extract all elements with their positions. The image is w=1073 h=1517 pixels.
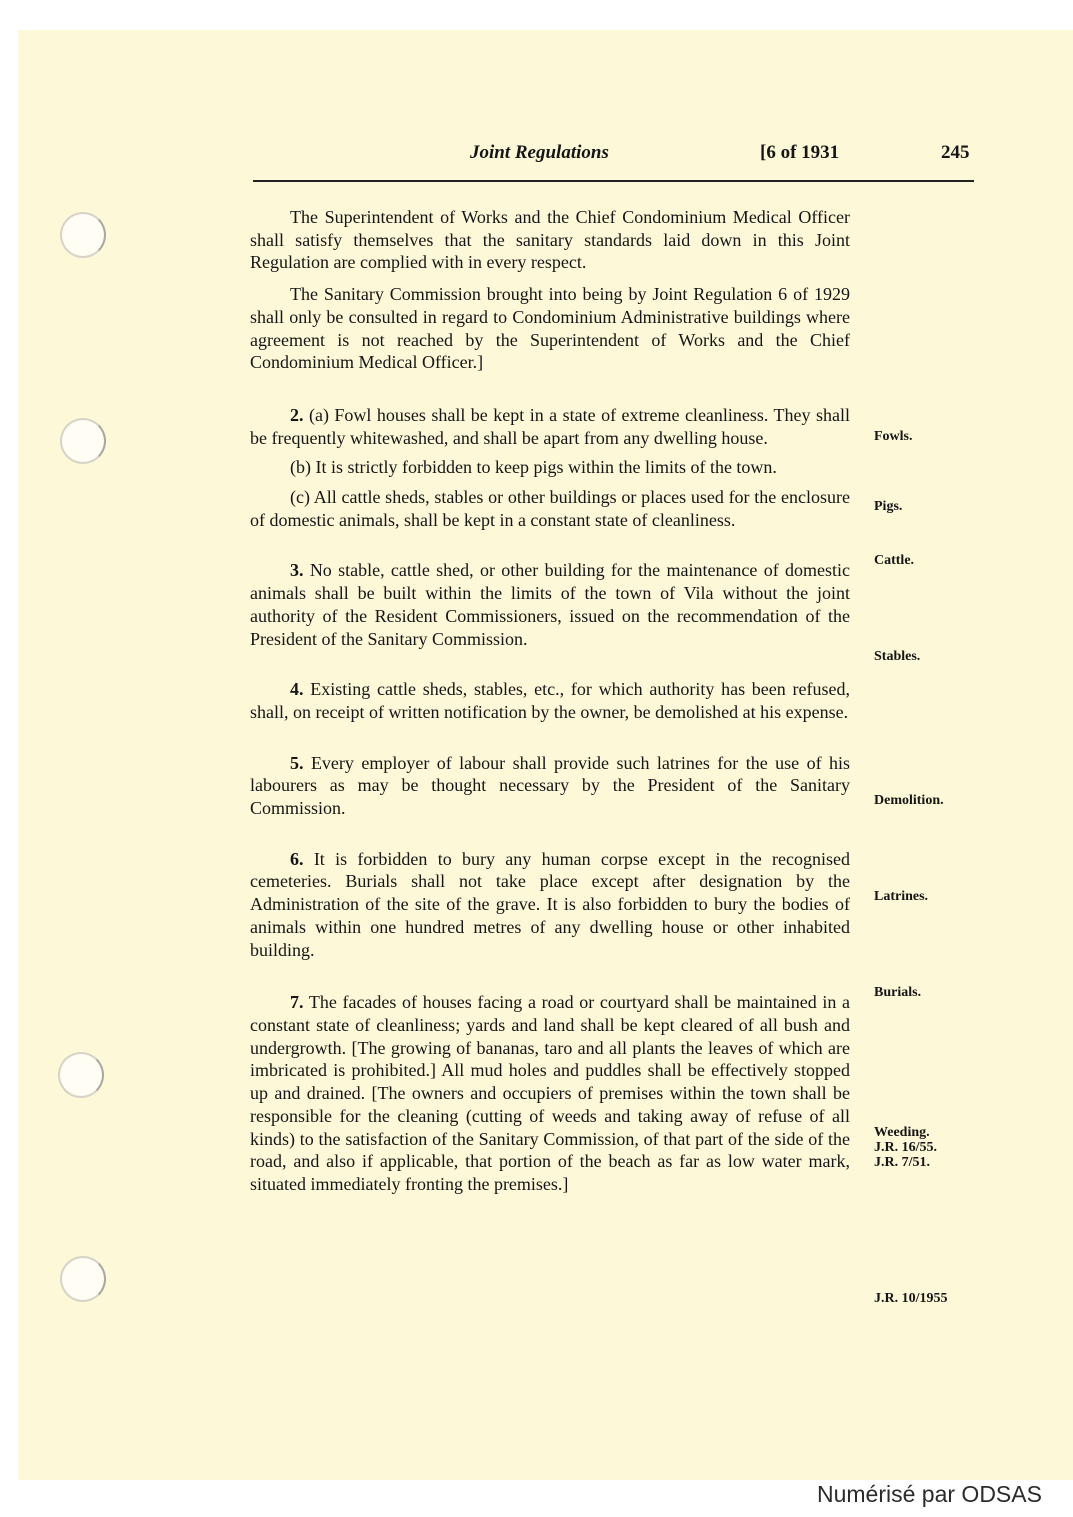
- margin-note: Demolition.: [874, 793, 944, 808]
- paragraph: [250, 559, 850, 650]
- punch-hole: [60, 1256, 106, 1302]
- margin-note: J.R. 16/55.: [874, 1140, 937, 1155]
- regulation-body: [250, 206, 850, 1196]
- margin-note: J.R. 10/1955: [874, 1291, 948, 1306]
- paragraph-text: (c) All cattle sheds, stables or other buildings or places used for the enclosure of domestic animals, shall be kept in a constant state of cleanliness.: [250, 487, 850, 530]
- paragraph-text: The Superintendent of Works and the Chief Condominium Medical Officer shall satisfy themselves that the sanitary standards laid down in this Joint Regulation are complied with in every respect.: [250, 207, 850, 273]
- paragraph-text: It is forbidden to bury any human corpse except in the recognised cemeteries. Burials shall not take place except after designation by the Administration of the site of the grave. It is also forbidden to bury the bodies of animals within one hundred metres of any dwelling house or other inhabited building.: [250, 848, 851, 960]
- punch-hole: [60, 212, 106, 258]
- paragraph: [250, 486, 850, 531]
- digitization-credit: Numérisé par ODSAS: [817, 1481, 1042, 1507]
- paragraph: [250, 678, 850, 723]
- margin-note: J.R. 7/51.: [874, 1155, 930, 1170]
- paragraph-number: 7.: [290, 992, 304, 1013]
- header-title: Joint Regulations: [470, 142, 609, 163]
- paragraph-number: 3.: [290, 560, 304, 581]
- paragraph: [250, 752, 850, 820]
- paragraph-number: 5.: [290, 752, 304, 773]
- punch-hole: [58, 1052, 104, 1098]
- paragraph: [250, 206, 850, 274]
- paragraph-number: 6.: [290, 848, 304, 869]
- margin-note: Latrines.: [874, 889, 929, 904]
- margin-note: Burials.: [874, 985, 922, 1000]
- paragraph: [250, 283, 850, 374]
- paragraph: [250, 848, 850, 962]
- margin-note: Cattle.: [874, 553, 915, 568]
- margin-note: Stables.: [874, 649, 921, 664]
- paragraph-text: The Sanitary Commission brought into being by Joint Regulation 6 of 1929 shall only be consulted in regard to Condominium Administrative buildings where agreement is not reached by the Superintendent of Works and the Chief Condominium Medical Officer.]: [250, 284, 850, 373]
- header-act-reference: [6 of 1931: [760, 142, 840, 163]
- paragraph: [250, 456, 850, 479]
- paragraph-number: 2.: [290, 404, 304, 425]
- paragraph-text: The facades of houses facing a road or courtyard shall be maintained in a constant state of cleanliness; yards and land shall be kept cleared of all bush and undergrowth. [The growing of bananas, taro and all plants the leaves of which are imbricated is prohibited.] All mud holes and puddles shall be effectively stopped up and drained. [The owners and occupiers of premises within the town shall be responsible for the cleaning (cutting of weeds and taking away of refuse of all kinds) to the satisfaction of the Sanitary Commission, of that part of the side of the road, and also if applicable, that portion of the beach as far as low water mark, situated immediately fronting the premises.]: [250, 992, 850, 1194]
- running-header: [0, 142, 1073, 166]
- margin-note: Weeding.: [874, 1125, 930, 1140]
- paragraph-number: 4.: [290, 679, 304, 700]
- paragraph-text: Existing cattle sheds, stables, etc., for which authority has been refused, shall, on receipt of written notification by the owner, be demolished at his expense.: [250, 679, 851, 722]
- paragraph: [250, 991, 850, 1195]
- margin-note: Fowls.: [874, 429, 913, 444]
- paragraph-text: Every employer of labour shall provide such latrines for the use of his labourers as may be thought necessary by the President of the Sanitary Commission.: [250, 752, 851, 819]
- paragraph-text: (b) It is strictly forbidden to keep pigs within the limits of the town.: [290, 457, 777, 478]
- header-rule: [253, 180, 974, 182]
- page-number: 245: [941, 142, 970, 163]
- margin-note: Pigs.: [874, 499, 903, 514]
- punch-hole: [60, 418, 106, 464]
- paragraph-text: No stable, cattle shed, or other building for the maintenance of domestic animals shall be built within the limits of the town of Vila without the joint authority of the Resident Commissioners, issued on the recommendation of the President of the Sanitary Commission.: [250, 560, 851, 649]
- paragraph-text: (a) Fowl houses shall be kept in a state of extreme cleanliness. They shall be frequently whitewashed, and shall be apart from any dwelling house.: [250, 404, 850, 448]
- paragraph: [250, 404, 850, 449]
